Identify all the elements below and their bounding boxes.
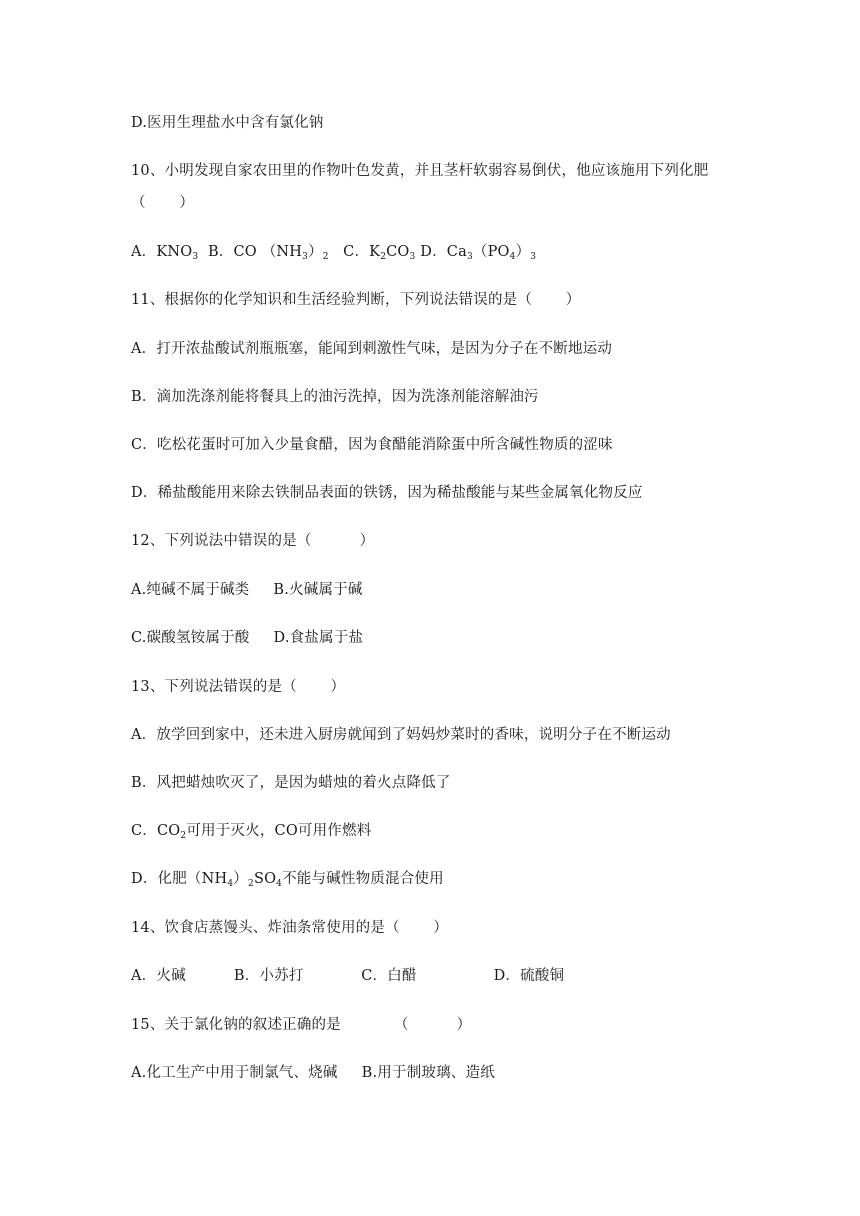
- option-9d: D.医用生理盐水中含有氯化钠: [131, 115, 324, 131]
- question-14: 14、饮食店蒸馒头、炸油条常使用的是（ ）: [131, 920, 449, 936]
- question-13: 13、下列说法错误的是（ ）: [131, 679, 346, 695]
- subscript: 4: [509, 252, 516, 262]
- option-13b: B．风把蜡烛吹灭了，是因为蜡烛的着火点降低了: [131, 775, 451, 791]
- option-13a: A．放学回到家中，还未进入厨房就闻到了妈妈炒菜时的香味，说明分子在不断运动: [131, 727, 671, 743]
- subscript: 3: [530, 252, 537, 262]
- option-11c: C．吃松花蛋时可加入少量食醋，因为食醋能消除蛋中所含碱性物质的涩味: [131, 437, 613, 453]
- subscript: 3: [466, 252, 473, 262]
- question-11: 11、根据你的化学知识和生活经验判断，下列说法错误的是（ ）: [131, 292, 581, 308]
- question-10-options: A．$KNO_3$ B．CO $(NH_3)_2$ C．$K_2CO_3$ D．$Ca_3(PO_4)_3$: [131, 244, 537, 262]
- option-11a: A．打开浓盐酸试剂瓶瓶塞，能闻到刺激性气味，是因为分子在不断地运动: [131, 341, 613, 357]
- subscript: 2: [248, 879, 254, 889]
- subscript: 2: [380, 252, 387, 262]
- subscript: 3: [302, 252, 309, 262]
- option-11d: D．稀盐酸能用来除去铁制品表面的铁锈，因为稀盐酸能与某些金属氧化物反应: [131, 485, 643, 501]
- subscript: 3: [409, 252, 416, 262]
- question-15: 15、关于氯化钠的叙述正确的是 （ ）: [131, 1017, 472, 1033]
- question-10-blank: （ ）: [131, 195, 195, 211]
- question-14-options: A．火碱 B．小苏打 C．白醋 D．硫酸铜: [131, 968, 565, 984]
- subscript: 2: [322, 252, 329, 262]
- subscript: 3: [192, 252, 199, 262]
- option-13d: D．化肥$(NH_4)_2SO_4$不能与碱性物质混合使用: [131, 871, 444, 889]
- subscript: 2: [180, 831, 187, 841]
- subscript: 4: [227, 879, 234, 889]
- option-11b: B．滴加洗涤剂能将餐具上的油污洗掉，因为洗涤剂能溶解油污: [131, 389, 539, 405]
- question-12: 12、下列说法中错误的是（ ）: [131, 533, 375, 549]
- options-12-ab: A.纯碱不属于碱类 B.火碱属于碱: [131, 582, 363, 598]
- subscript: 4: [276, 879, 283, 889]
- option-13c: C．$CO_2$可用于灭火，CO可用作燃料: [131, 823, 372, 841]
- question-10: 10、小明发现自家农田里的作物叶色发黄，并且茎杆软弱容易倒伏，他应该施用下列化肥: [131, 163, 709, 179]
- options-12-cd: C.碳酸氢铵属于酸 D.食盐属于盐: [131, 630, 364, 646]
- options-15-ab: A.化工生产中用于制氯气、烧碱 B.用于制玻璃、造纸: [131, 1065, 495, 1081]
